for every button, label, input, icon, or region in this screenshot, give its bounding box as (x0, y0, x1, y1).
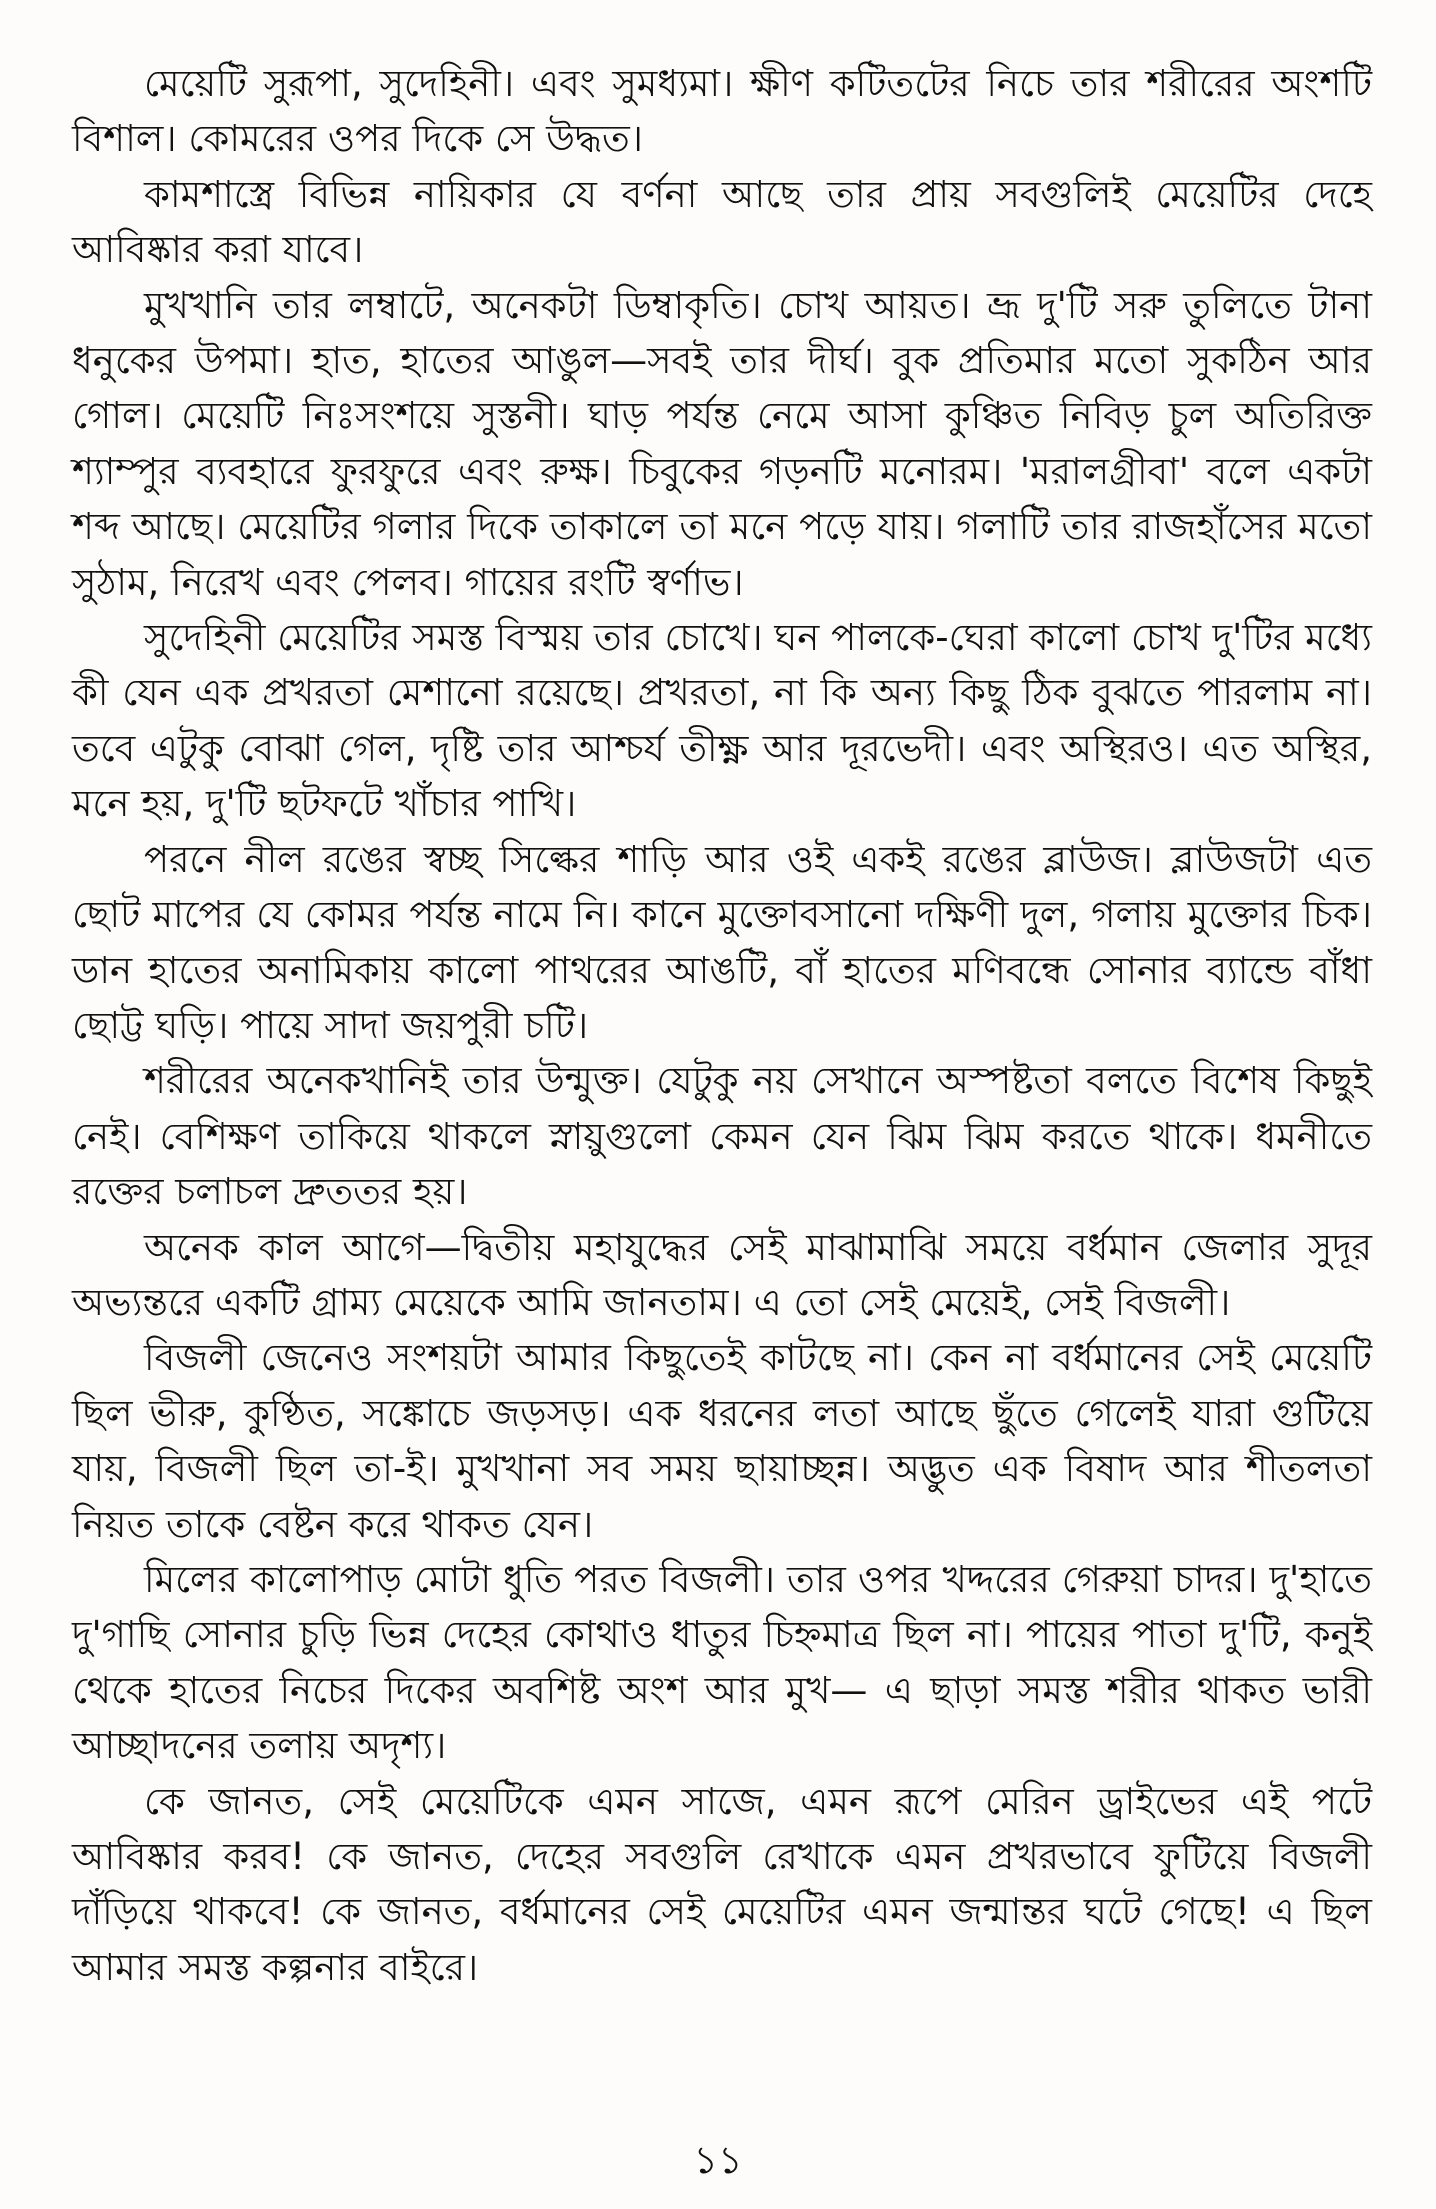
paragraph-8: বিজলী জেনেও সংশয়টা আমার কিছুতেই কাটছে না। কেন না বর্ধমানের সেই মেয়েটি ছিল ভীরু, কুণ্ঠিত, সঙ্কোচে জড়সড়। এক ধরনের লতা আছে ছুঁতে গেলেই যারা গুটিয়ে যায়, বিজলী ছিল তা-ই। মুখখানা সব সময় ছায়াচ্ছন্ন। অদ্ভুত এক বিষাদ আর শীতলতা নিয়ত তাকে বেষ্টন করে থাকত যেন। (72, 1336, 1372, 1546)
paragraph-5: পরনে নীল রঙের স্বচ্ছ সিল্কের শাড়ি আর ওই একই রঙের ব্লাউজ। ব্লাউজটা এত ছোট মাপের যে কোমর পর্যন্ত নামে নি। কানে মুক্তোবসানো দক্ষিণী দুল, গলায় মুক্তোর চিক। ডান হাতের অনামিকায় কালো পাথরের আঙটি, বাঁ হাতের মণিবন্ধে সোনার ব্যান্ডে বাঁধা ছোট্ট ঘড়ি। পায়ে সাদা জয়পুরী চটি। (72, 837, 1372, 1047)
body-text (72, 56, 1372, 1995)
paragraph-6: শরীরের অনেকখানিই তার উন্মুক্ত। যেটুকু নয় সেখানে অস্পষ্টতা বলতে বিশেষ কিছুই নেই। বেশিক্ষণ তাকিয়ে থাকলে স্নায়ুগুলো কেমন যেন ঝিম ঝিম করতে থাকে। ধমনীতে রক্তের চলাচল দ্রুততর হয়। (72, 1059, 1372, 1214)
paragraph-2: কামশাস্ত্রে বিভিন্ন নায়িকার যে বর্ণনা আছে তার প্রায় সবগুলিই মেয়েটির দেহে আবিষ্কার করা যাবে। (72, 172, 1372, 272)
paragraph-9: মিলের কালোপাড় মোটা ধুতি পরত বিজলী। তার ওপর খদ্দরের গেরুয়া চাদর। দু'হাতে দু'গাছি সোনার চুড়ি ভিন্ন দেহের কোথাও ধাতুর চিহ্নমাত্র ছিল না। পায়ের পাতা দু'টি, কনুই থেকে হাতের নিচের দিকের অবশিষ্ট অংশ আর মুখ— এ ছাড়া সমস্ত শরীর থাকত ভারী আচ্ছাদনের তলায় অদৃশ্য। (72, 1557, 1372, 1768)
page-number: ১১ (693, 2138, 743, 2182)
paragraph-4: সুদেহিনী মেয়েটির সমস্ত বিস্ময় তার চোখে। ঘন পালকে-ঘেরা কালো চোখ দু'টির মধ্যে কী যেন এক প্রখরতা মেশানো রয়েছে। প্রখরতা, না কি অন্য কিছু ঠিক বুঝতে পারলাম না। তবে এটুকু বোঝা গেল, দৃষ্টি তার আশ্চর্য তীক্ষ্ণ আর দূরভেদী। এবং অস্থিরও। এত অস্থির, মনে হয়, দু'টি ছটফটে খাঁচার পাখি। (72, 616, 1372, 826)
paragraph-10: কে জানত, সেই মেয়েটিকে এমন সাজে, এমন রূপে মেরিন ড্রাইভের এই পটে আবিষ্কার করব! কে জানত, দেহের সবগুলি রেখাকে এমন প্রখরভাবে ফুটিয়ে বিজলী দাঁড়িয়ে থাকবে! কে জানত, বর্ধমানের সেই মেয়েটির এমন জন্মান্তর ঘটে গেছে! এ ছিল আমার সমস্ত কল্পনার বাইরে। (72, 1779, 1372, 1989)
paragraph-1: মেয়েটি সুরূপা, সুদেহিনী। এবং সুমধ্যমা। ক্ষীণ কটিতটের নিচে তার শরীরের অংশটি বিশাল। কোমরের ওপর দিকে সে উদ্ধত। (72, 62, 1372, 161)
paragraph-7: অনেক কাল আগে—দ্বিতীয় মহাযুদ্ধের সেই মাঝামাঝি সময়ে বর্ধমান জেলার সুদূর অভ্যন্তরে একটি গ্রাম্য মেয়েকে আমি জানতাম। এ তো সেই মেয়েই, সেই বিজলী। (72, 1225, 1372, 1324)
paragraph-3: মুখখানি তার লম্বাটে, অনেকটা ডিম্বাকৃতি। চোখ আয়ত। ভ্রূ দু'টি সরু তুলিতে টানা ধনুকের উপমা। হাত, হাতের আঙুল—সবই তার দীর্ঘ। বুক প্রতিমার মতো সুকঠিন আর গোল। মেয়েটি নিঃসংশয়ে সুস্তনী। ঘাড় পর্যন্ত নেমে আসা কুঞ্চিত নিবিড় চুল অতিরিক্ত শ্যাম্পুর ব্যবহারে ফুরফুরে এবং রুক্ষ। চিবুকের গড়নটি মনোরম। 'মরালগ্রীবা' বলে একটা শব্দ আছে। মেয়েটির গলার দিকে তাকালে তা মনে পড়ে যায়। গলাটি তার রাজহাঁসের মতো সুঠাম, নিরেখ এবং পেলব। গায়ের রংটি স্বর্ণাভ। (72, 283, 1372, 604)
